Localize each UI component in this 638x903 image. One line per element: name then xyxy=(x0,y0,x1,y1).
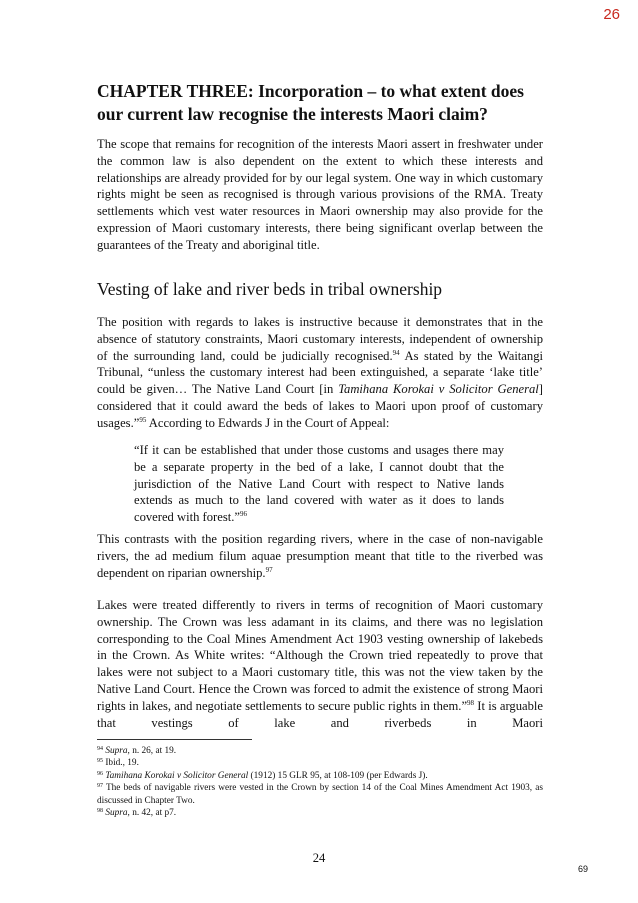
footnote-text: The beds of navigable rivers were vested in the Crown by section 14 of the Coal Mines Amendment Act 1903, as discussed in Chapter Two. xyxy=(97,783,544,806)
paragraph-text: This contrasts with the position regarding rivers, where in the case of non-navigable rivers, the ad medium filum aquae presumption meant that title to the riverbed was dependent on riparian ownership. xyxy=(97,532,543,580)
paragraph-lakes xyxy=(97,314,543,432)
footnote-text: Ibid., 19. xyxy=(105,758,139,769)
footnote-ref: 94 xyxy=(392,348,400,357)
quote-text: “If it can be established that under those customs and usages there may be a separate property in the bed of a lake, I cannot doubt that the jurisdiction of the Native Land Court with respect to Native lands extends as much to the land covered with water as it does to lands covered with forest.” xyxy=(134,443,504,525)
footnotes xyxy=(97,745,543,819)
footnote-text: , n. 42, at p7. xyxy=(127,808,177,819)
footnote-ref: 97 xyxy=(265,565,273,574)
footnote-number: 95 xyxy=(97,758,103,765)
paragraph-text: As stated by the Waitangi Tribunal, “unless the customary interest had been extinguished, a separate ‘lake title’ could be given… The Native Land Court [in xyxy=(97,348,543,397)
corner-page-number: 69 xyxy=(577,864,588,874)
paragraph-text: According to Edwards J in the Court of Appeal: xyxy=(146,415,390,430)
paragraph-text: ] considered that it could award the beds of lakes to Maori upon proof of customary usages.” xyxy=(97,382,543,430)
quote-paragraph xyxy=(134,442,504,526)
footnote-text: (1912) 15 GLR 95, at 108-109 (per Edwards J). xyxy=(248,770,428,781)
footnote-number: 98 xyxy=(97,808,103,815)
paragraph-text: It is arguable that vestings of lake and riverbeds in Maori xyxy=(97,698,543,730)
footnote-divider xyxy=(97,739,252,740)
footnote-number: 94 xyxy=(97,746,103,752)
footnote-ref: 95 xyxy=(139,415,147,424)
footnote-text: , n. 26, at 19. xyxy=(127,746,177,756)
page-number: 24 xyxy=(312,851,326,865)
paragraph-rivers xyxy=(97,531,543,581)
section-heading: Vesting of lake and river beds in tribal ownership xyxy=(97,279,443,299)
chapter-title: CHAPTER THREE: Incorporation – to what extent does our current law recognise the interests Maori claim? xyxy=(97,81,524,124)
intro-paragraph: The scope that remains for recognition of the interests Maori assert in freshwater under the common law is also dependent on the extent to which these interests and relationships are already provided for by our legal system. One way in which customary rights might be seen as recognised is through various provisions of the RMA. Treaty settlements which vest water resources in Maori ownership may also provide for the expression of Maori customary interests, there being significant overlap between the guarantees of the Treaty and aboriginal title. xyxy=(97,137,543,252)
footnote-number: 97 xyxy=(97,783,103,790)
footnote-ref: 98 xyxy=(467,698,475,707)
paragraph-text: Lakes were treated differently to rivers in terms of recognition of Maori customary ownership. The Crown was less adamant in its claims, and there was no legislation corresponding to the Coal Mines Amendment Act 1903 vesting ownership of lakebeds in the Crown. As White writes: “Although the Crown tried repeatedly to prove that lakes were not subject to a Maori customary title, this was not the view taken by the Native Land Court. Hence the Crown was forced to admit the existence of strong Maori rights in lakes, and negotiate settlements to secure public rights in them.” xyxy=(97,598,543,713)
paragraph-lakes-treatment xyxy=(97,597,543,731)
footnote-ref: 96 xyxy=(239,510,247,519)
footnote-italic: Supra xyxy=(105,746,128,756)
footnote-italic: Tamihana Korokai v Solicitor General xyxy=(105,770,249,781)
footnote-italic: Supra xyxy=(105,808,128,819)
footnote xyxy=(97,807,543,819)
footnote-number: 96 xyxy=(97,770,103,777)
page-marker: 26 xyxy=(603,6,620,23)
block-quote xyxy=(134,442,504,526)
paragraph-text: The position with regards to lakes is instructive because it demonstrates that in the absence of statutory constraints, Maori customary interests, independent of ownership of the surrounding land, could be judicially recognised. xyxy=(97,315,543,363)
footnote xyxy=(97,782,543,807)
footnote xyxy=(97,745,543,757)
case-name: Tamihana Korokai v Solicitor General xyxy=(338,382,539,397)
footnote xyxy=(97,770,543,782)
footnote xyxy=(97,757,543,769)
